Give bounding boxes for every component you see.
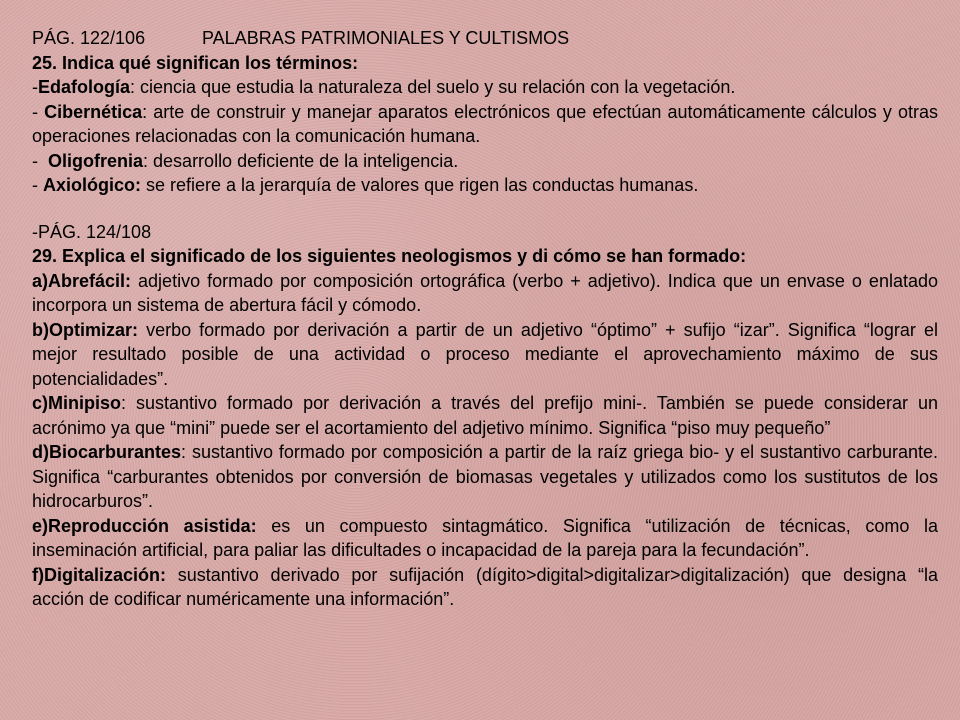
section1-item-oligofrenia — [32, 149, 938, 174]
item-definition: desarrollo deficiente de la inteligencia. — [148, 150, 459, 171]
item-definition: se refiere a la jerarquía de valores que rigen las conductas humanas. — [141, 175, 699, 195]
section1-topic: PALABRAS PATRIMONIALES Y CULTISMOS — [202, 28, 570, 48]
item-prefix: - — [32, 150, 48, 171]
section2-item-minipiso — [32, 391, 938, 440]
item-sep: : — [143, 150, 149, 171]
item-definition: verbo formado por derivación a partir de un adjetivo “óptimo” + sufijo “izar”. Significa “lograr el mejor resultado posible de una actividad o proceso mediante el aprovechamiento máximo de sus potencialidades”. — [32, 319, 938, 389]
section1-item-cibernetica — [32, 100, 944, 149]
item-prefix: - — [32, 101, 45, 122]
section2-item-biocarburantes — [32, 440, 938, 514]
section2-item-reproduccion-asistida — [32, 514, 938, 563]
item-definition: es un compuesto sintagmático. Significa “utilización de técnicas, como la inseminación artificial, para paliar las dificultades o incapacidad de la pareja para la fecundación”. — [32, 515, 938, 560]
item-sep: : — [130, 77, 136, 97]
item-term: Edafología — [38, 77, 131, 97]
item-term: a)Abrefácil: — [32, 270, 132, 291]
item-prefix: - — [32, 175, 43, 195]
section1-heading — [32, 26, 938, 51]
section2-item-digitalizacion — [32, 563, 938, 612]
item-term: c)Minipiso — [32, 393, 121, 413]
section2-question: 29. Explica el significado de los siguientes neologismos y di cómo se han formado: — [32, 246, 747, 266]
item-term: Cibernética — [44, 101, 143, 122]
item-term: Oligofrenia — [48, 150, 144, 171]
item-term: f)Digitalización: — [32, 564, 166, 585]
item-term: d)Biocarburantes — [32, 442, 182, 462]
section1-question: 25. Indica qué significan los términos: — [32, 52, 359, 73]
section2-page-ref: -PÁG. 124/108 — [32, 221, 152, 242]
section1-item-edafologia — [32, 75, 938, 100]
item-definition: : sustantivo formado por derivación a través del prefijo mini-. También se puede considerar un acrónimo ya que “mini” puede ser el acortamiento del adjetivo mínimo. Significa “piso muy pequeño” — [32, 393, 938, 438]
item-term: b)Optimizar: — [32, 319, 138, 340]
item-definition: ciencia que estudia la naturaleza del suelo y su relación con la vegetación. — [135, 77, 736, 97]
item-sep: : — [142, 101, 148, 122]
section2-item-abrefacil — [32, 269, 938, 318]
item-prefix: - — [32, 77, 38, 97]
item-term: e)Reproducción asistida: — [32, 515, 257, 536]
item-definition: adjetivo formado por composición ortográfica (verbo + adjetivo). Indica que un envase o enlatado incorpora un sistema de abertura fácil y cómodo. — [32, 270, 938, 315]
section-gap — [32, 198, 938, 220]
item-definition: sustantivo derivado por sufijación (dígito>digital>digitalizar>digitalización) que designa “la acción de codificar numéricamente una información”. — [32, 564, 938, 609]
item-definition: : sustantivo formado por composición a partir de la raíz griega bio- y el sustantivo carburante. Significa “carburantes obtenidos por conversión de biomasas vegetales y utilizados como los sustitutos de los hidrocarburos”. — [32, 442, 938, 511]
section1-item-axiologico — [32, 173, 938, 198]
section1-page-ref: PÁG. 122/106 — [32, 28, 146, 48]
item-term: Axiológico: — [43, 175, 141, 195]
section2-item-optimizar — [32, 318, 938, 392]
item-definition: arte de construir y manejar aparatos electrónicos que efectúan automáticamente cálculos y otras operaciones relacionadas con la comunicación humana. — [32, 101, 944, 146]
